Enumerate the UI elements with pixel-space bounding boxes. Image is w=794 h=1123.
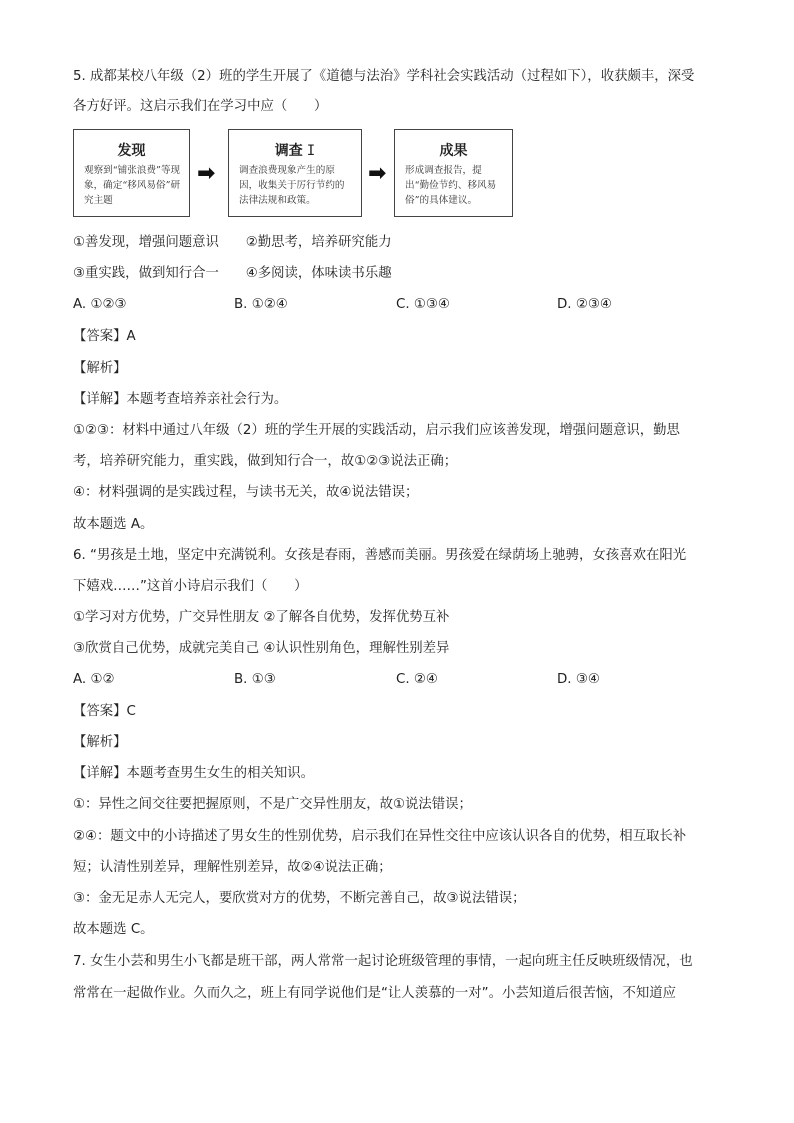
q6-detail: 【详解】本题考查男生女生的相关知识。	[73, 766, 315, 781]
flow-box-title: 发现	[117, 143, 146, 159]
option-c: C. ①③④	[396, 297, 450, 312]
flow-box-text: 形成调查报告，提出“勤俭节约、移风易俗”的具体建议。	[405, 165, 497, 206]
q6-conclusion: 故本题选 C。	[73, 922, 154, 937]
q6-statements-line2: ③欣赏自己优势，成就完美自己 ④认识性别角色，理解性别差异	[73, 641, 450, 656]
q6-analysis-label: 【解析】	[73, 735, 127, 750]
flow-box-investigate	[228, 129, 362, 217]
q5-statements-line2: ③重实践，做到知行合一 ④多阅读，体味读书乐趣	[73, 266, 392, 281]
q6-explanation-2b: 短；认清性别差异，理解性别差异，故②④说法正确；	[73, 860, 392, 875]
q5-answer: 【答案】A	[73, 329, 136, 344]
flow-box-discover	[73, 129, 190, 217]
option-d: D. ②③④	[557, 297, 612, 312]
option-d: D. ③④	[557, 672, 600, 687]
option-a: A. ①②	[73, 672, 115, 687]
flow-box-result	[394, 129, 513, 217]
option-a: A. ①②③	[73, 297, 127, 312]
q5-statements-line1: ①善发现，增强问题意识 ②勤思考，培养研究能力	[73, 235, 392, 250]
q5-explanation-1b: 考，培养研究能力，重实践，做到知行合一，故①②③说法正确；	[73, 454, 458, 469]
q5-explanation-1a: ①②③：材料中通过八年级（2）班的学生开展的实践活动，启示我们应该善发现，增强问题意识，勤思	[73, 423, 680, 438]
q7-stem-line2: 常常在一起做作业。久而久之，班上有同学说他们是“让人羡慕的一对”。小芸知道后很苦恼，不知道应	[73, 986, 677, 1001]
q7-stem-line1: 7. 女生小芸和男生小飞都是班干部，两人常常一起讨论班级管理的事情，一起向班主任反映班级情况，也	[73, 954, 693, 969]
q5-analysis-label: 【解析】	[73, 361, 127, 376]
q5-detail: 【详解】本题考查培养亲社会行为。	[73, 392, 288, 407]
q6-answer: 【答案】C	[73, 704, 136, 719]
option-b: B. ①②④	[234, 297, 288, 312]
q6-stem-line1: 6. “男孩是土地，坚定中充满锐利。女孩是春雨，善感而美丽。男孩爱在绿荫场上驰骋，女孩喜欢在阳光	[73, 548, 687, 563]
option-c: C. ②④	[396, 672, 438, 687]
q6-explanation-3: ③：金无足赤人无完人，要欣赏对方的优势，不断完善自己，故③说法错误；	[73, 891, 526, 906]
arrow-right-icon: ➡	[197, 161, 216, 186]
q5-stem-line1: 5. 成都某校八年级（2）班的学生开展了《道德与法治》学科社会实践活动（过程如下），收获颇丰，深受	[73, 69, 695, 84]
q5-conclusion: 故本题选 A。	[73, 517, 154, 532]
text-cursor-icon: I	[306, 143, 316, 159]
option-b: B. ①③	[234, 672, 276, 687]
q6-stem-line2: 下嬉戏……”这首小诗启示我们（ ）	[73, 579, 308, 594]
q6-explanation-1: ①：异性之间交往要把握原则，不是广交异性朋友，故①说法错误；	[73, 797, 472, 812]
flow-box-text: 观察到“铺张浪费”等现象，确定“移风易俗”研究主题	[84, 165, 181, 206]
arrow-right-icon: ➡	[368, 161, 387, 186]
flow-box-title: 调查 I	[274, 143, 316, 159]
q6-explanation-2a: ②④：题文中的小诗描述了男女生的性别优势，启示我们在异性交往中应该认识各自的优势，相互取长补	[73, 829, 687, 844]
flow-box-title: 成果	[439, 143, 468, 159]
q5-stem-line2: 各方好评。这启示我们在学习中应（ ）	[73, 99, 328, 114]
flow-box-text: 调查浪费现象产生的原因，收集关于厉行节约的法律法规和政策。	[239, 165, 345, 206]
q5-explanation-2: ④：材料强调的是实践过程，与读书无关，故④说法错误；	[73, 485, 419, 500]
q6-statements-line1: ①学习对方优势，广交异性朋友 ②了解各自优势，发挥优势互补	[73, 610, 450, 625]
